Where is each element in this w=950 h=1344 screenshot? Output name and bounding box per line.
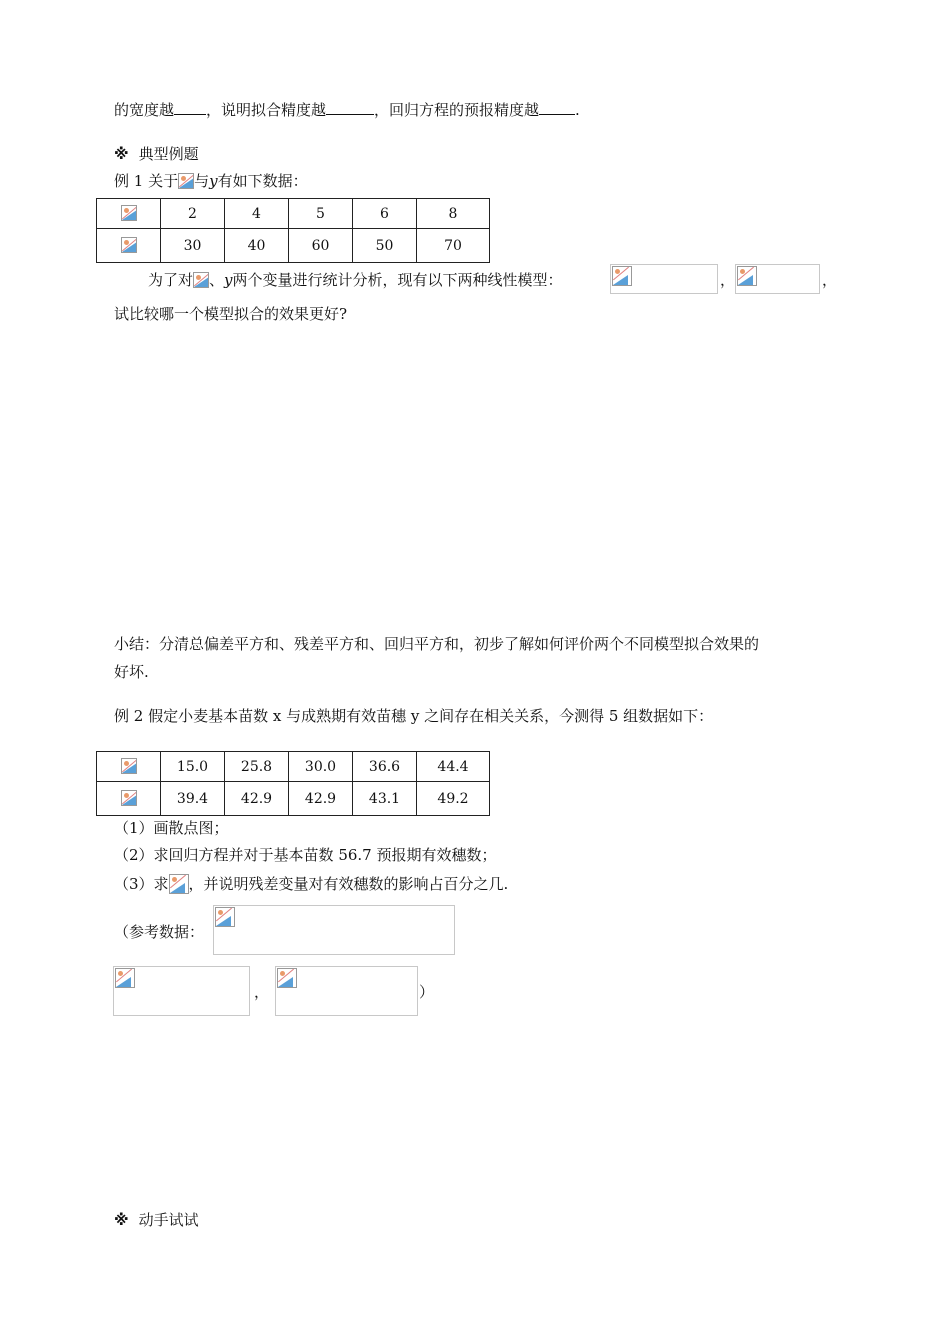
question-text: ，并说明残差变量对有效穗数的影响占百分之几. [188, 875, 509, 893]
table-row [97, 752, 490, 782]
model-formula-image-2 [735, 264, 820, 294]
closing-parenthesis: ） [419, 983, 435, 1001]
broken-image-icon [115, 968, 135, 988]
reference-label: （参考数据： [114, 923, 205, 941]
table-cell: 50 [353, 229, 417, 263]
broken-image-icon [612, 266, 632, 286]
table-row [97, 229, 490, 263]
variable-y: y [209, 172, 218, 190]
example1-data-table [96, 198, 490, 263]
example1-question-line2: 试比较哪一个模型拟合的效果更好? [114, 305, 348, 323]
question-text: 两个变量进行统计分析，现有以下两种线性模型： [232, 271, 563, 289]
table-cell: 42.9 [225, 782, 289, 816]
table-cell: 42.9 [289, 782, 353, 816]
table-cell: 70 [417, 229, 490, 263]
row-header-cell [97, 229, 161, 263]
reference-mark-icon: ※ [114, 145, 129, 163]
example2-data-table [96, 751, 490, 816]
summary-line: 好坏. [114, 663, 149, 681]
table-cell: 43.1 [353, 782, 417, 816]
question-text: （3）求 [114, 875, 169, 893]
comma: ， [254, 983, 270, 1001]
example1-intro [114, 171, 308, 191]
row-header-cell [97, 782, 161, 816]
reference-formula-image-2 [113, 966, 250, 1016]
table-cell: 60 [289, 229, 353, 263]
reference-formula-image-1 [213, 905, 455, 955]
broken-image-icon [178, 173, 194, 189]
table-cell: 15.0 [161, 752, 225, 782]
comma: ， [822, 271, 838, 289]
example1-question [148, 270, 563, 290]
row-header-cell [97, 199, 161, 229]
broken-image-icon [121, 237, 137, 253]
example2-question-1: （1）画散点图； [114, 819, 229, 837]
row-header-cell [97, 752, 161, 782]
broken-image-icon [169, 874, 189, 894]
summary-line: 小结：分清总偏差平方和、残差平方和、回归平方和，初步了解如何评价两个不同模型拟合效果的 [114, 635, 760, 653]
table-row [97, 199, 490, 229]
broken-image-icon [121, 205, 137, 221]
intro-text: 例 1 关于 [114, 172, 179, 190]
section-title: 典型例题 [138, 145, 199, 163]
table-cell: 8 [417, 199, 490, 229]
comma: ， [720, 271, 736, 289]
table-cell: 40 [225, 229, 289, 263]
reference-mark-icon: ※ [114, 1211, 129, 1229]
blank-line [174, 100, 206, 115]
table-cell: 44.4 [417, 752, 490, 782]
intro-text: 与 [194, 172, 210, 190]
broken-image-icon [215, 907, 235, 927]
table-cell: 25.8 [225, 752, 289, 782]
sentence-part: ，回归方程的预报精度越 [374, 101, 540, 119]
question-text: 、 [209, 271, 225, 289]
section-heading-examples [114, 144, 199, 164]
sentence-part: ，说明拟合精度越 [206, 101, 327, 119]
example2-question-3 [114, 874, 508, 894]
variable-y: y [224, 271, 233, 289]
blank-line [539, 100, 575, 115]
fill-blank-sentence [114, 100, 580, 120]
broken-image-icon [121, 790, 137, 806]
table-cell: 6 [353, 199, 417, 229]
broken-image-icon [121, 758, 137, 774]
broken-image-icon [193, 272, 209, 288]
reference-formula-image-3 [275, 966, 418, 1016]
table-cell: 2 [161, 199, 225, 229]
table-cell: 5 [289, 199, 353, 229]
intro-text: 有如下数据： [217, 172, 308, 190]
sentence-part: 的宽度越 [114, 101, 175, 119]
table-cell: 39.4 [161, 782, 225, 816]
sentence-part: . [575, 101, 580, 119]
table-cell: 30.0 [289, 752, 353, 782]
section-heading-practice [114, 1210, 199, 1230]
broken-image-icon [737, 266, 757, 286]
table-row [97, 782, 490, 816]
broken-image-icon [277, 968, 297, 988]
question-text: 为了对 [148, 271, 194, 289]
blank-line [326, 100, 374, 115]
example2-question-2: （2）求回归方程并对于基本苗数 56.7 预报期有效穗数； [114, 846, 497, 864]
table-cell: 36.6 [353, 752, 417, 782]
table-cell: 49.2 [417, 782, 490, 816]
model-formula-image-1 [610, 264, 718, 294]
table-cell: 30 [161, 229, 225, 263]
table-cell: 4 [225, 199, 289, 229]
example2-intro: 例 2 假定小麦基本苗数 x 与成熟期有效苗穗 y 之间存在相关关系，今测得 5 组数据如下： [114, 707, 714, 725]
section-title: 动手试试 [138, 1211, 199, 1229]
